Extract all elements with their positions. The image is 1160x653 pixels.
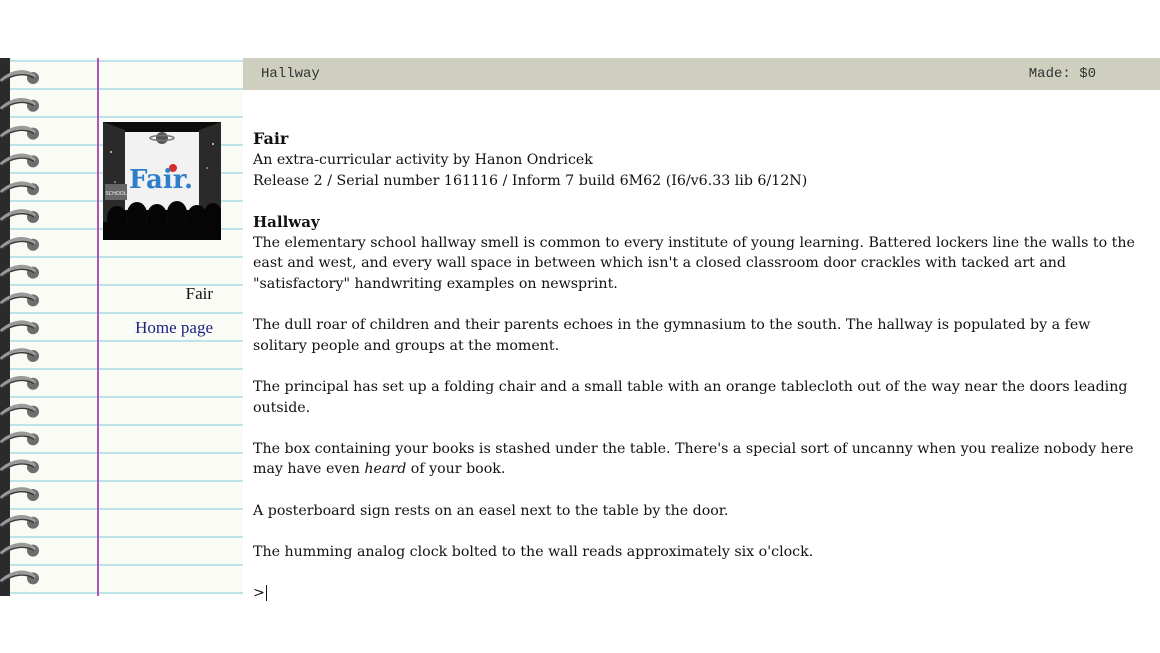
status-location: Hallway: [261, 66, 320, 82]
prompt-symbol: >: [253, 584, 265, 601]
cover-art-image: [103, 122, 221, 240]
story-byline: An extra-curricular activity by Hanon Ondricek: [253, 152, 593, 168]
story-window[interactable]: [253, 128, 1148, 603]
paragraph-clock: The humming analog clock bolted to the wall reads approximately six o'clock.: [253, 543, 814, 560]
status-score: Made: $0: [1028, 66, 1096, 82]
margin-line: [97, 58, 99, 596]
home-page-link[interactable]: Home page: [135, 318, 213, 337]
cover-small-text: SCHOOL: [105, 191, 127, 197]
books-text-emphasis: heard: [364, 461, 407, 478]
cover-title: Fair.: [128, 165, 194, 195]
spiral-binding-icon: [0, 58, 44, 596]
sidebar: [0, 58, 243, 596]
sidebar-title: Fair: [185, 284, 213, 303]
command-input[interactable]: [253, 583, 1148, 604]
story-release: Release 2 / Serial number 161116 / Inform 7 build 6M62 (I6/v6.33 lib 6/12N): [253, 172, 808, 189]
paragraph-gymnasium: The dull roar of children and their parents echoes in the gymnasium to the south. The hallway is populated by a few solitary people and groups at the moment.: [253, 317, 1091, 354]
room-description: The elementary school hallway smell is common to every institute of young learning. Battered lockers line the walls to the east and west, and every wall space in between which isn't a closed classroom door crackles with tacked art and "satisfactory" handwriting examples on newsprint.: [253, 234, 1135, 292]
game-window: [0, 58, 1160, 601]
story-title: Fair: [253, 129, 289, 148]
paragraph-principal: The principal has set up a folding chair and a small table with an orange tablecloth out of the way near the doors leading outside.: [253, 378, 1128, 416]
paragraph-sign: A posterboard sign rests on an easel next to the table by the door.: [253, 502, 729, 519]
paragraph-books: [253, 439, 1148, 480]
text-cursor: [266, 585, 267, 601]
status-bar: [243, 58, 1160, 90]
books-text-start: The box containing your books is stashed under the table. There's a special sort of uncanny when you realize nobody here may have even: [253, 440, 1134, 478]
room-name: Hallway: [253, 212, 320, 231]
books-text-end: of your book.: [406, 461, 506, 478]
